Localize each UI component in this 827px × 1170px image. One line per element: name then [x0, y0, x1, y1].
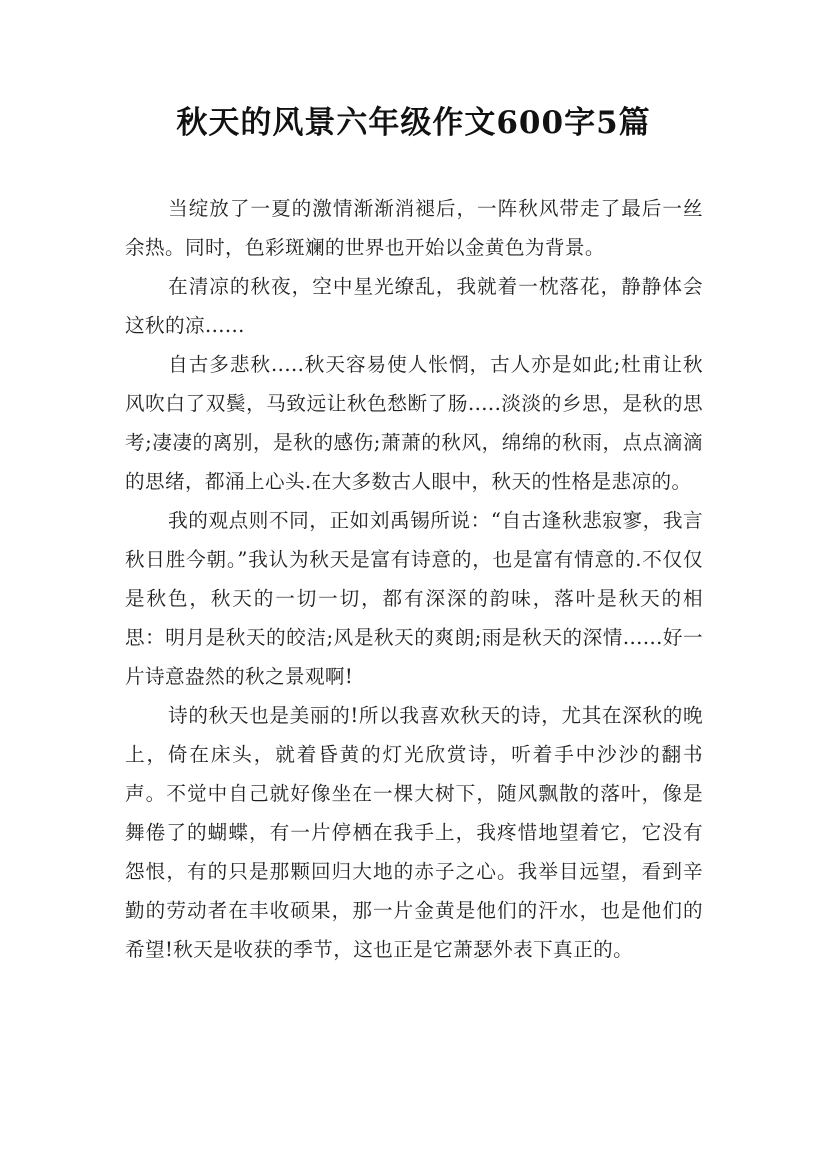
paragraph: 当绽放了一夏的激情渐渐消褪后，一阵秋风带走了最后一丝余热。同时，色彩斑斓的世界也开始以金黄色为背景。: [125, 197, 703, 259]
document-title: 秋天的风景六年级作文600字5篇: [176, 105, 651, 141]
paragraph: 诗的秋天也是美丽的!所以我喜欢秋天的诗，尤其在深秋的晚上，倚在床头，就着昏黄的灯光欣赏诗，听着手中沙沙的翻书声。不觉中自己就好像坐在一棵大树下，随风飘散的落叶，像是舞倦了的蝴蝶，有一片停栖在我手上，我疼惜地望着它，它没有怨恨，有的只是那颗回归大地的赤子之心。我举目远望，看到辛勤的劳动者在丰收硕果，那一片金黄是他们的汗水，也是他们的希望!秋天是收获的季节，这也正是它萧瑟外表下真正的。: [125, 704, 703, 961]
document-body: [125, 189, 703, 969]
paragraph: 在清凉的秋夜，空中星光缭乱，我就着一枕落花，静静体会这秋的凉......: [125, 275, 703, 337]
paragraph: 我的观点则不同，正如刘禹锡所说：“自古逢秋悲寂寥，我言秋日胜今朝。”我认为秋天是富有诗意的，也是富有情意的.不仅仅是秋色，秋天的一切一切，都有深深的韵味，落叶是秋天的相思：明月是秋天的皎洁;风是秋天的爽朗;雨是秋天的深情......好一片诗意盎然的秋之景观啊!: [125, 509, 703, 688]
paragraph: 自古多悲秋.....秋天容易使人怅惘，古人亦是如此;杜甫让秋风吹白了双鬓，马致远让秋色愁断了肠.....淡淡的乡思，是秋的思考;凄凄的离别，是秋的感伤;萧萧的秋风，绵绵的秋雨，点点滴滴的思绪，都涌上心头.在大多数古人眼中，秋天的性格是悲凉的。: [125, 353, 703, 493]
